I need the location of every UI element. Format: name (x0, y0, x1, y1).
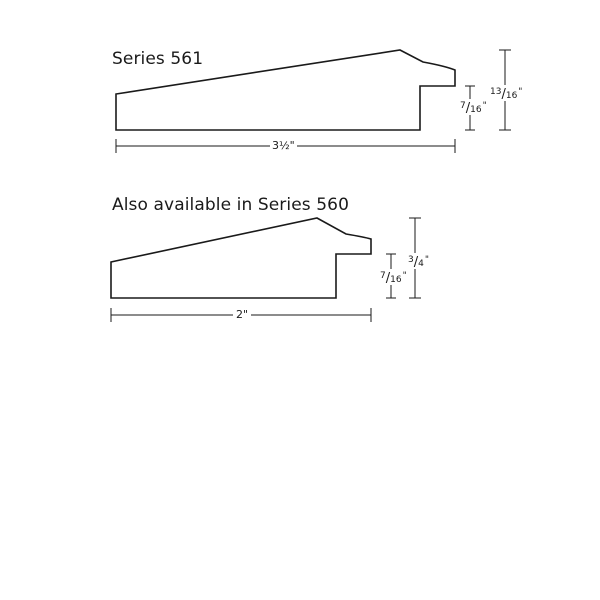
total-height-num-561: 13 (490, 87, 502, 97)
step-height-label-561: $^7$/16" (460, 101, 487, 116)
total-height-unit-560: " (424, 255, 429, 265)
step-height-unit-561: " (482, 101, 487, 111)
total-height-den-561: 16 (505, 91, 518, 101)
series-561-title: Series 561 (112, 49, 204, 69)
step-height-label-560: $^7$/16" (380, 271, 407, 286)
total-height-den-560: 4 (418, 259, 424, 269)
total-height-num-560: 3 (408, 255, 414, 265)
step-height-num-560: 7 (380, 271, 386, 281)
series-560-title: Also available in Series 560 (112, 195, 349, 215)
total-height-unit-561: " (518, 87, 523, 97)
total-height-label-561: $^{13}$/16" (490, 87, 523, 102)
width-label-561: 3½" (272, 139, 295, 152)
total-height-label-560: $^3$/4" (408, 255, 429, 270)
step-height-num-561: 7 (460, 101, 466, 111)
step-height-unit-560: " (402, 271, 407, 281)
step-height-den-561: 16 (470, 105, 482, 115)
step-height-den-560: 16 (390, 275, 402, 285)
width-label-560: 2" (233, 309, 251, 321)
profile-560-outline (111, 218, 371, 298)
